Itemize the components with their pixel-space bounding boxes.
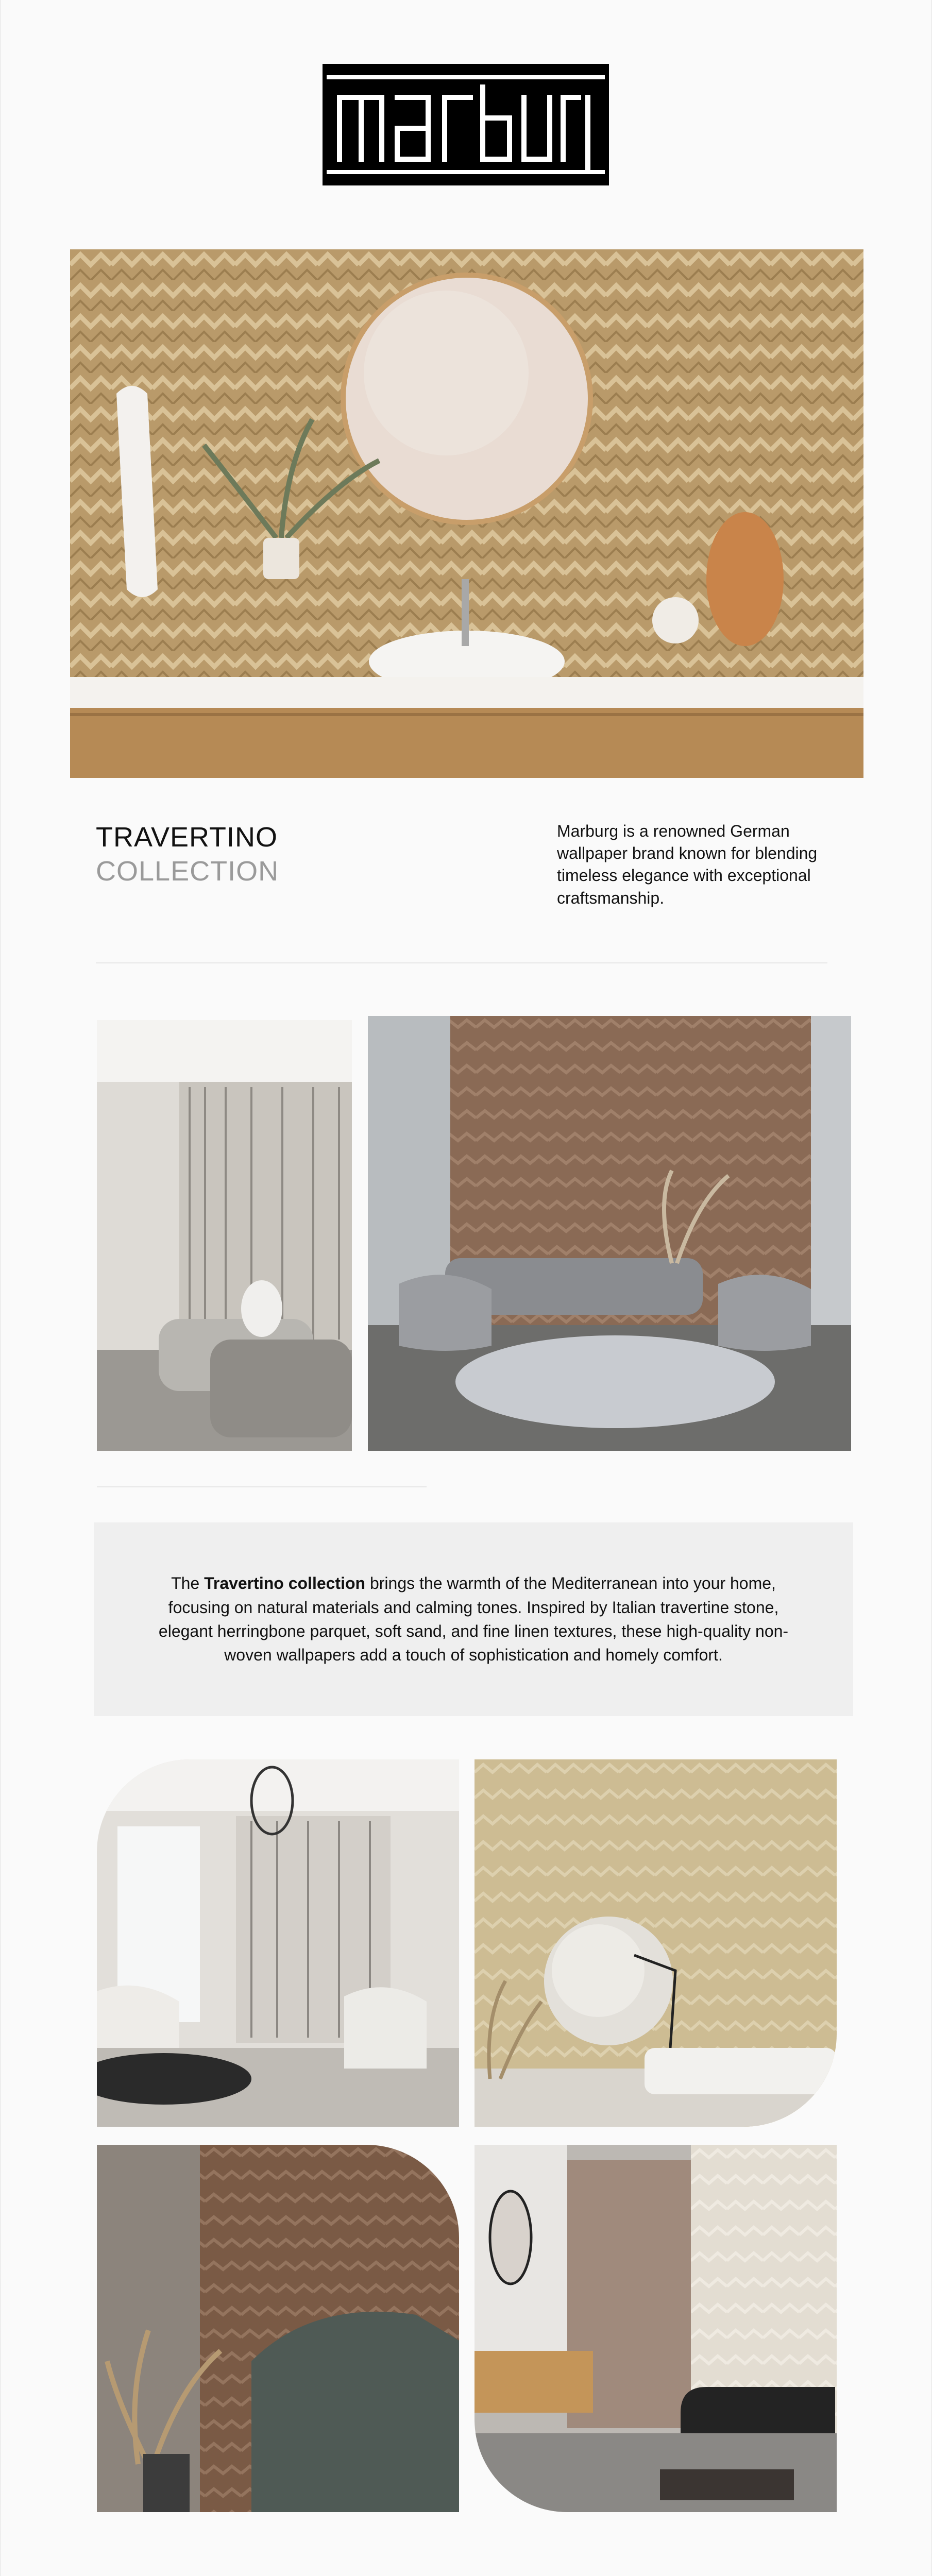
marburg-logo[interactable] xyxy=(323,64,609,185)
marburg-logo-graphic xyxy=(323,64,609,185)
brand-intro: Marburg is a renowned German wallpaper brand known for blending timeless elegance with exceptional craftsmanship. xyxy=(557,822,818,907)
gallery-image-left xyxy=(97,1020,352,1451)
grid-image-2 xyxy=(475,1759,837,2127)
gallery-image-right xyxy=(368,1016,851,1451)
grid-image-1 xyxy=(97,1759,459,2127)
collection-name-emphasis: Travertino collection xyxy=(204,1574,366,1593)
svg-text:marburg: marburg xyxy=(465,141,467,142)
divider xyxy=(96,962,827,963)
hero-image xyxy=(70,249,863,778)
collection-subtitle: COLLECTION xyxy=(96,856,279,887)
grid-image-4 xyxy=(475,2145,837,2512)
collection-title: TRAVERTINO xyxy=(96,822,278,853)
collection-description: The Travertino collection brings the warmth of the Mediterranean into your home, focusing on natural materials and calming tones. Inspired by Italian travertine stone, elegant herringbone parquet, soft sand, and fine linen textures, these high-quality non-woven wallpapers add a touch of sophistication and homely comfort. xyxy=(158,1574,789,1665)
grid-image-3 xyxy=(97,2145,459,2512)
collection-description-box xyxy=(94,1522,853,1716)
divider xyxy=(97,1486,427,1487)
